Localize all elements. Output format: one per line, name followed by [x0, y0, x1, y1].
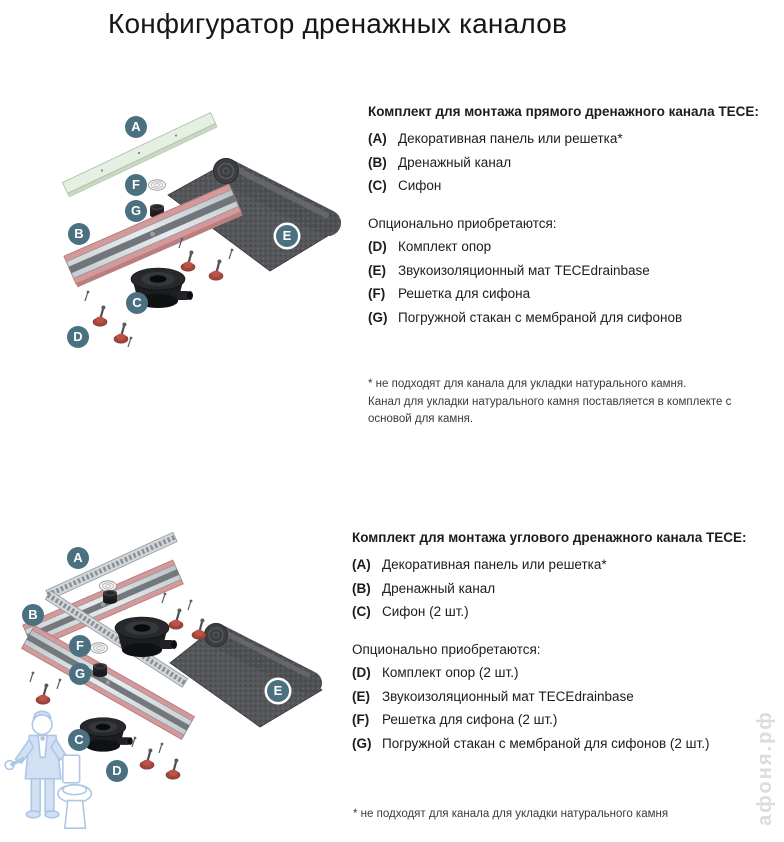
kit-item-key: (C)	[368, 178, 387, 193]
siphon-grate	[91, 643, 108, 653]
kit-item-c	[352, 600, 780, 624]
kit-item-label: Решетка для сифона (2 шт.)	[382, 712, 558, 727]
kit-item-key: (F)	[368, 286, 386, 301]
kit-item-label: Звукоизоляционный мат TECEdrainbase	[398, 262, 650, 278]
kit-item-e	[352, 685, 780, 709]
kit-item-key: (C)	[352, 604, 371, 619]
kit-item-key: (G)	[368, 309, 388, 325]
optional-heading: Опционально приобретаются:	[368, 215, 557, 231]
kit-item-key: (A)	[368, 131, 387, 146]
part-badge-d: D	[67, 326, 89, 348]
siphon-grate	[149, 180, 166, 190]
kit-item-g	[352, 732, 780, 756]
kit-item-key: (A)	[352, 557, 371, 572]
siphon-grate	[100, 581, 117, 591]
kit-item-key: (F)	[352, 712, 370, 727]
kit-item-key: (D)	[352, 665, 371, 680]
kit-item-label: Звукоизоляционный мат TECEdrainbase	[382, 688, 634, 704]
page-title: Конфигуратор дренажных каналов	[108, 8, 568, 39]
corner-footnote	[353, 806, 773, 824]
kit-item-label: Комплект опор (2 шт.)	[382, 665, 519, 680]
kit-item-key: (E)	[352, 688, 370, 704]
kit-heading: Комплект для монтажа прямого дренажного канала TECE:	[368, 104, 759, 119]
part-badge-b: B	[22, 604, 44, 626]
footnote-line: * не подходят для канала для укладки натурального камня.	[368, 378, 687, 390]
kit-item-label: Дренажный канал	[382, 580, 496, 596]
kit-item-key: (B)	[368, 154, 387, 170]
kit-item-label: Погружной стакан с мембраной для сифонов	[398, 309, 683, 325]
footnote-line: основой для камня.	[368, 413, 474, 425]
kit-item-key: (D)	[368, 239, 387, 254]
kit-item-label: Декоративная панель или решетка*	[382, 557, 607, 572]
kit-item-a	[368, 127, 780, 151]
kit-item-label: Сифон (2 шт.)	[382, 604, 469, 619]
footnote-line: Канал для укладки натурального камня поставляется в комплекте с	[368, 395, 732, 408]
kit-item-e	[368, 259, 780, 283]
kit-item-key: (G)	[352, 735, 372, 751]
kit-item-label: Погружной стакан с мембраной для сифонов (2 шт.)	[382, 735, 710, 751]
part-badge-c: C	[126, 292, 148, 314]
straight-footnote	[368, 376, 768, 429]
part-badge-a: A	[67, 547, 89, 569]
site-watermark: афоня.рф	[754, 710, 776, 826]
corner-kit-text	[352, 530, 780, 755]
part-badge-e: E	[267, 680, 289, 702]
part-badge-f: F	[69, 635, 91, 657]
part-badge-e: E	[276, 225, 298, 247]
kit-item-label: Декоративная панель или решетка*	[398, 131, 623, 146]
kit-item-key: (B)	[352, 580, 371, 596]
optional-heading: Опционально приобретаются:	[352, 641, 541, 657]
kit-item-g	[368, 306, 780, 330]
footnote-line: * не подходят для канала для укладки натурального камня	[353, 808, 669, 820]
kit-item-b	[352, 577, 780, 601]
kit-item-key: (E)	[368, 262, 386, 278]
kit-item-c	[368, 174, 780, 198]
part-badge-c: C	[68, 729, 90, 751]
part-badge-g: G	[69, 663, 91, 685]
kit-item-a	[352, 553, 780, 577]
kit-item-label: Решетка для сифона	[398, 286, 531, 301]
kit-item-f	[368, 282, 780, 306]
soundproof-mat	[170, 624, 322, 728]
corner-channel-diagram	[10, 525, 340, 815]
kit-item-label: Дренажный канал	[398, 154, 512, 170]
part-badge-d: D	[106, 760, 128, 782]
part-badge-g: G	[125, 200, 147, 222]
kit-item-f	[352, 708, 780, 732]
membrane-cup	[93, 663, 107, 677]
straight-kit-text	[368, 104, 780, 329]
kit-item-d	[368, 235, 780, 259]
part-badge-b: B	[68, 223, 90, 245]
kit-item-label: Комплект опор	[398, 239, 492, 254]
kit-heading: Комплект для монтажа углового дренажного канала TECE:	[352, 530, 747, 545]
kit-item-b	[368, 151, 780, 175]
kit-item-d	[352, 661, 780, 685]
membrane-cup	[103, 590, 117, 604]
siphon	[115, 617, 177, 657]
kit-item-label: Сифон	[398, 178, 442, 193]
part-badge-a: A	[125, 116, 147, 138]
part-badge-f: F	[125, 174, 147, 196]
